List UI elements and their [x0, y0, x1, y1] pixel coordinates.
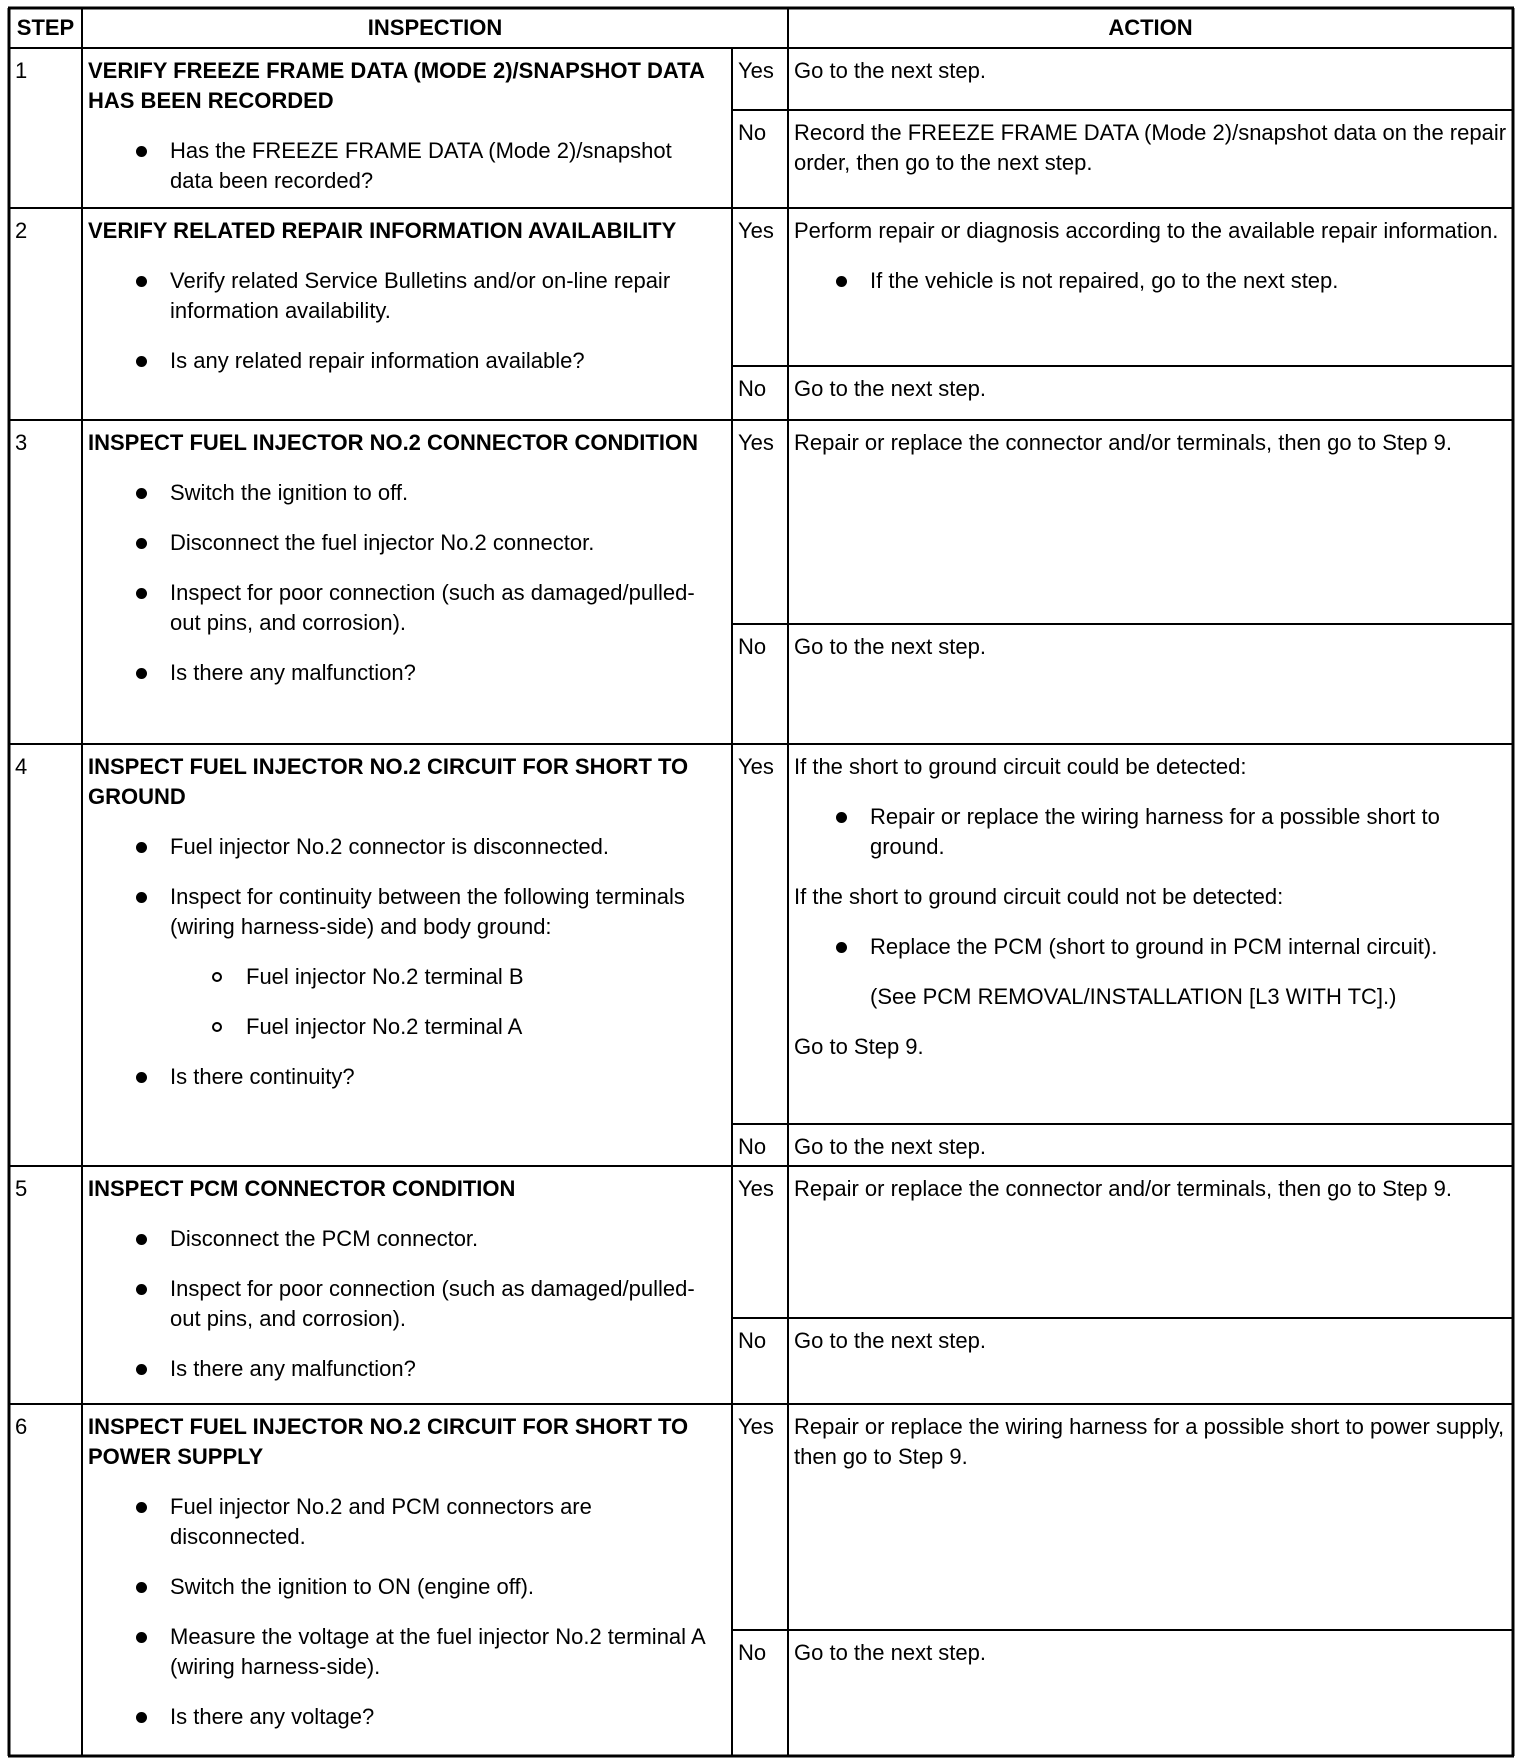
step-title: VERIFY RELATED REPAIR INFORMATION AVAILABILITY	[88, 218, 677, 243]
no-label: No	[738, 120, 767, 145]
yes-action-goto: Go to Step 9.	[794, 1034, 924, 1059]
inspection-item: Inspect for continuity between the following terminals (wiring harness-side) and body ground:	[88, 882, 724, 942]
yes-action: Go to the next step.	[794, 58, 987, 83]
step-number: 2	[15, 218, 28, 243]
inspection-item: Has the FREEZE FRAME DATA (Mode 2)/snapshot data been recorded?	[88, 136, 724, 196]
step-title: INSPECT FUEL INJECTOR NO.2 CIRCUIT FOR SHORT TO POWER SUPPLY	[88, 1414, 689, 1469]
no-action: Record the FREEZE FRAME DATA (Mode 2)/snapshot data on the repair order, then go to the next step.	[794, 120, 1507, 175]
inspection-subitem: Fuel injector No.2 terminal A	[88, 1012, 724, 1042]
yes-action-intro: If the short to ground circuit could be detected:	[794, 754, 1247, 779]
no-action: Go to the next step.	[794, 634, 987, 659]
step-number: 3	[15, 430, 28, 455]
inspection-subitem: Fuel injector No.2 terminal B	[88, 962, 724, 992]
step-number: 1	[15, 58, 28, 83]
no-action: Go to the next step.	[794, 1640, 987, 1665]
yes-label: Yes	[738, 58, 774, 83]
yes-action-reference: (See PCM REMOVAL/INSTALLATION [L3 WITH TC].)	[870, 984, 1397, 1009]
yes-action-bullet: Repair or replace the wiring harness for a possible short to ground.	[794, 802, 1507, 862]
yes-label: Yes	[738, 1176, 774, 1201]
step-title: INSPECT FUEL INJECTOR NO.2 CONNECTOR CONDITION	[88, 430, 698, 455]
inspection-cell	[88, 420, 732, 688]
inspection-cell	[88, 1166, 732, 1384]
inspection-item: Is there any malfunction?	[88, 1354, 724, 1384]
yes-action: Perform repair or diagnosis according to the available repair information.	[794, 218, 1499, 243]
inspection-item: Measure the voltage at the fuel injector No.2 terminal A (wiring harness-side).	[88, 1622, 724, 1682]
inspection-cell	[88, 48, 732, 196]
no-label: No	[738, 376, 767, 401]
inspection-cell	[88, 744, 732, 1092]
yes-label: Yes	[738, 430, 774, 455]
yes-label: Yes	[738, 1414, 774, 1439]
step-number: 6	[15, 1414, 28, 1439]
yes-action-cell	[788, 744, 1513, 1062]
no-action: Go to the next step.	[794, 376, 987, 401]
inspection-item: Switch the ignition to off.	[88, 478, 724, 508]
inspection-cell	[88, 208, 732, 376]
inspection-item: Is there any voltage?	[88, 1702, 724, 1732]
step-title: INSPECT PCM CONNECTOR CONDITION	[88, 1176, 516, 1201]
yes-action-bullet: Replace the PCM (short to ground in PCM internal circuit).	[794, 932, 1507, 962]
step-title: INSPECT FUEL INJECTOR NO.2 CIRCUIT FOR SHORT TO GROUND	[88, 754, 689, 809]
inspection-item: Is there any malfunction?	[88, 658, 724, 688]
inspection-item: Disconnect the PCM connector.	[88, 1224, 724, 1254]
yes-action: Repair or replace the connector and/or terminals, then go to Step 9.	[794, 1176, 1452, 1201]
yes-label: Yes	[738, 754, 774, 779]
inspection-cell	[88, 1404, 732, 1732]
inspection-item: Inspect for poor connection (such as damaged/pulled-out pins, and corrosion).	[88, 578, 724, 638]
yes-action-intro-2: If the short to ground circuit could not be detected:	[794, 884, 1284, 909]
no-label: No	[738, 634, 767, 659]
yes-label: Yes	[738, 218, 774, 243]
inspection-item: Disconnect the fuel injector No.2 connector.	[88, 528, 724, 558]
no-action: Go to the next step.	[794, 1328, 987, 1353]
step-title: VERIFY FREEZE FRAME DATA (MODE 2)/SNAPSHOT DATA HAS BEEN RECORDED	[88, 58, 705, 113]
no-label: No	[738, 1328, 767, 1353]
inspection-item: Fuel injector No.2 and PCM connectors are disconnected.	[88, 1492, 724, 1552]
yes-action: Repair or replace the connector and/or terminals, then go to Step 9.	[794, 430, 1452, 455]
header-inspection: INSPECTION	[367, 15, 503, 40]
inspection-item: Is there continuity?	[88, 1062, 724, 1092]
no-label: No	[738, 1640, 767, 1665]
inspection-item: Is any related repair information available?	[88, 346, 724, 376]
step-number: 5	[15, 1176, 28, 1201]
no-label: No	[738, 1134, 767, 1159]
header-step: STEP	[16, 15, 75, 40]
step-number: 4	[15, 754, 28, 779]
inspection-item: Fuel injector No.2 connector is disconnected.	[88, 832, 724, 862]
yes-action: Repair or replace the wiring harness for a possible short to power supply, then go to Step 9.	[794, 1414, 1505, 1469]
yes-action-bullet: If the vehicle is not repaired, go to the next step.	[794, 266, 1507, 296]
inspection-item: Verify related Service Bulletins and/or on-line repair information availability.	[88, 266, 724, 326]
inspection-item: Switch the ignition to ON (engine off).	[88, 1572, 724, 1602]
inspection-item: Inspect for poor connection (such as damaged/pulled-out pins, and corrosion).	[88, 1274, 724, 1334]
yes-action-cell	[788, 208, 1513, 296]
header-action: ACTION	[1108, 15, 1193, 40]
no-action: Go to the next step.	[794, 1134, 987, 1159]
